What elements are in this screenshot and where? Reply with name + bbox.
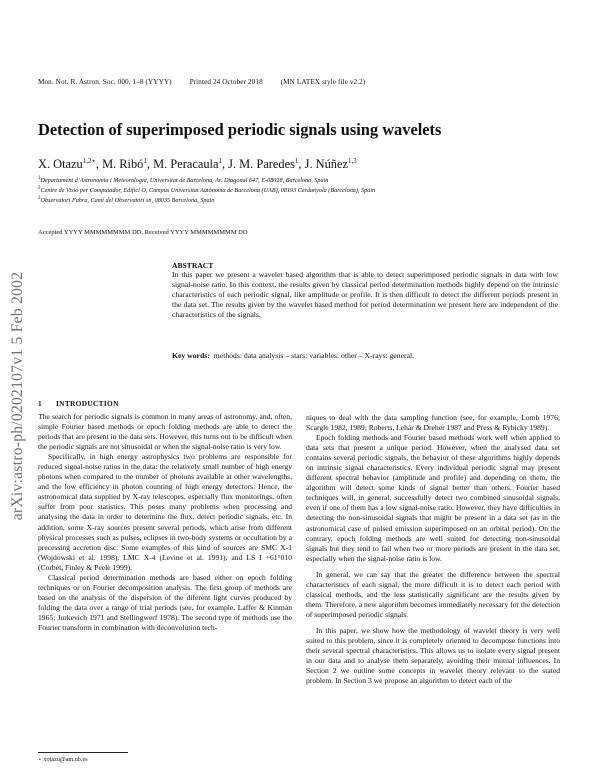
printed-date: Printed 24 October 2018 <box>189 78 263 86</box>
running-header <box>38 78 381 86</box>
footnote-rule <box>38 752 128 753</box>
abstract-text: In this paper we present a wavelet based algorithm that is able to detect superimposed periodic signals in data with low signal-noise ratio. In this context, the results given by classical period determination methods highly depend on the intrinsic characteristics of each periodic signal, like amplitude or profile. It is then difficult to detect the different periods present in the data set. The results given by the wavelet based method for period determination we present here are independent of the characteristics of the signals. <box>172 270 558 319</box>
paragraph: Epoch folding methods and Fourier based methods work well when applied to data sets that present a unique period. However, when the analysed data set contains several periodic signals, the behavior of these algorithms highly depends on intrinsic signal characteristics. Every individual periodic signal may present different spectral behavior (amplitude and profile) and depending on them, the algorithm will detect some kinds of signal better than others. Fourier based techniques will, in general, successfully detect two combined sinusoidal signals, even if one of them has a low signal-noise ratio. However, they have difficulties in detecting the non-sinusoidal signals that might be present in a data set (as in the astronomical case of pulsed emission superimposed on an orbital period). On the contrary, epoch folding methods are well suited for detecting non-sinusoidal signals but they tend to fail when two or more periods are present in the data set, especially when the signal-noise ratio is low. <box>306 433 560 563</box>
accepted-received-line: Accepted YYYY MMMMMMMM DD. Received YYYY MMMMMMMM DD <box>38 229 248 236</box>
keywords-text: methods: data analysis – stars: variables: other – X-rays: general. <box>213 351 415 360</box>
affiliation-marker: 1 <box>294 157 299 165</box>
affiliation-number: 2 <box>38 186 41 191</box>
right-column <box>306 413 560 686</box>
arxiv-stamp <box>3 211 33 581</box>
paragraph: In this paper, we show how the methodology of wavelet theory is very well suited to this problem, since it is completely oriented to decompose functions into their several spectral characteristics. This allows us to isolate every signal present in our data and to analyse them separately, avoiding their mutual influences. In Section 2 we outline some concepts in wavelet theory relevant to the stated problem. In Section 3 we propose an algorithm to detect each of the <box>306 625 560 686</box>
section-number: 1 <box>38 399 42 408</box>
keywords-line <box>172 351 558 360</box>
author-list: X. Otazu$^{1,2⋆}$, M. Ribó$^1$, M. Peracaula$^1$, J. M. Paredes$^1$, J. Núñez$^{1,3}$ <box>38 157 357 172</box>
section-heading <box>38 399 119 408</box>
affiliation-number: 3 <box>38 196 41 201</box>
paragraph: The search for periodic signals is common in many areas of astronomy, and, often, simple Fourier based methods or epoch folding methods are able to detect the periods that are present in the data sets. However, this turns out to be difficult when the periodic signals are not sinusoidal or when the signal-noise ratio is very low. <box>38 412 292 452</box>
affiliation-marker: 1,3 <box>347 157 357 165</box>
paragraph: Classical period determination methods are based either on epoch folding techniques or on Fourier decomposition analysis. The first group of methods are based on the analysis of the dispersion of the diferent light curves produced by folding the data over a range of trial periods (see, for example, Laffer & Kinman 1965; Jurkevich 1971 and Stellingwerf 1978). The second type of methods use the Fourier transform in combination with deconvolution tech- <box>38 572 292 632</box>
keywords-label: Key words: <box>172 351 210 360</box>
affiliation-1: $^1$Departament d’Astronomia i Meteorologia, Universitat de Barcelona, Av. Diagonal 647, E-08028, Barcelona, Spain <box>38 176 329 185</box>
footnote-email: ⋆ xotazu@am.ub.es <box>38 756 88 763</box>
arxiv-id: arXiv:astro-ph/0202107v1 5 Feb 2002 <box>9 271 26 521</box>
affiliation-marker: 1 <box>218 157 222 165</box>
paragraph: Specifically, in high energy astrophysics two problems are responsible for reduced signal-noise ratios in the data: the relatively small number of high energy photons when compared to the number of photons available at other wavelengths, and the low efficiency in photon counting of high energy detectors. Hence, the astronomical data supplied by X-ray telescopes, especially flux monitorings, often suffer from poor statistics. This poses many problems when processing and analysing the data in order to determine the flux, detect periodic signals, etc. In addition, some X-ray sources present several periods, which arise from different physical processes such as pulses, eclipses in two-body systems or occultation by a precessing accretion disc. Some examples of this kind of sources are SMC X-1 (Wojdowski et al. 1998), LMC X-4 (Levine et al. 1991), and LS I +61°010 (Corbet, Finley & Peele 1999). <box>38 452 292 572</box>
affiliation-marker: 1 <box>143 157 147 165</box>
abstract-heading: ABSTRACT <box>172 261 214 270</box>
paragraph: niques to deal with the data sampling function (see, for example, Lomb 1976; Scargle 1982, 1989; Roberts, Lehár & Dreher 1987 and Press & Rybicky 1989). <box>306 413 560 433</box>
affiliation-marker: 1,2⋆ <box>82 157 96 165</box>
paragraph: In general, we can say that the greater the difference between the spectral characteristics of each signal, the more difficult it is to detect each period with classical methods, and the less statistically significant are the results given by them. Therefore, a new algorithm becomes immediately necessary for the detection of superimposed periodic signals. <box>306 569 560 619</box>
affiliation-3: $^3$Observatori Fabra, Camí del Observatori sn, 08035 Barcelona, Spain <box>38 196 215 205</box>
left-column <box>38 412 292 633</box>
affiliation-number: 1 <box>38 176 41 181</box>
affiliation-2: $^2$Centre de Visió per Computador, Edifici O, Campus Universitat Autònoma de Barcelona (UAB), 08193 Cerdanyola (Barcelona), Spain <box>38 186 376 195</box>
journal-citation: Mon. Not. R. Astron. Soc. 000, 1–8 (YYYY) <box>38 78 172 86</box>
style-file-note: (MN LATEX style file v2.2) <box>280 78 366 86</box>
paper-title: Detection of superimposed periodic signals using wavelets <box>38 120 442 139</box>
section-title: INTRODUCTION <box>56 399 119 408</box>
